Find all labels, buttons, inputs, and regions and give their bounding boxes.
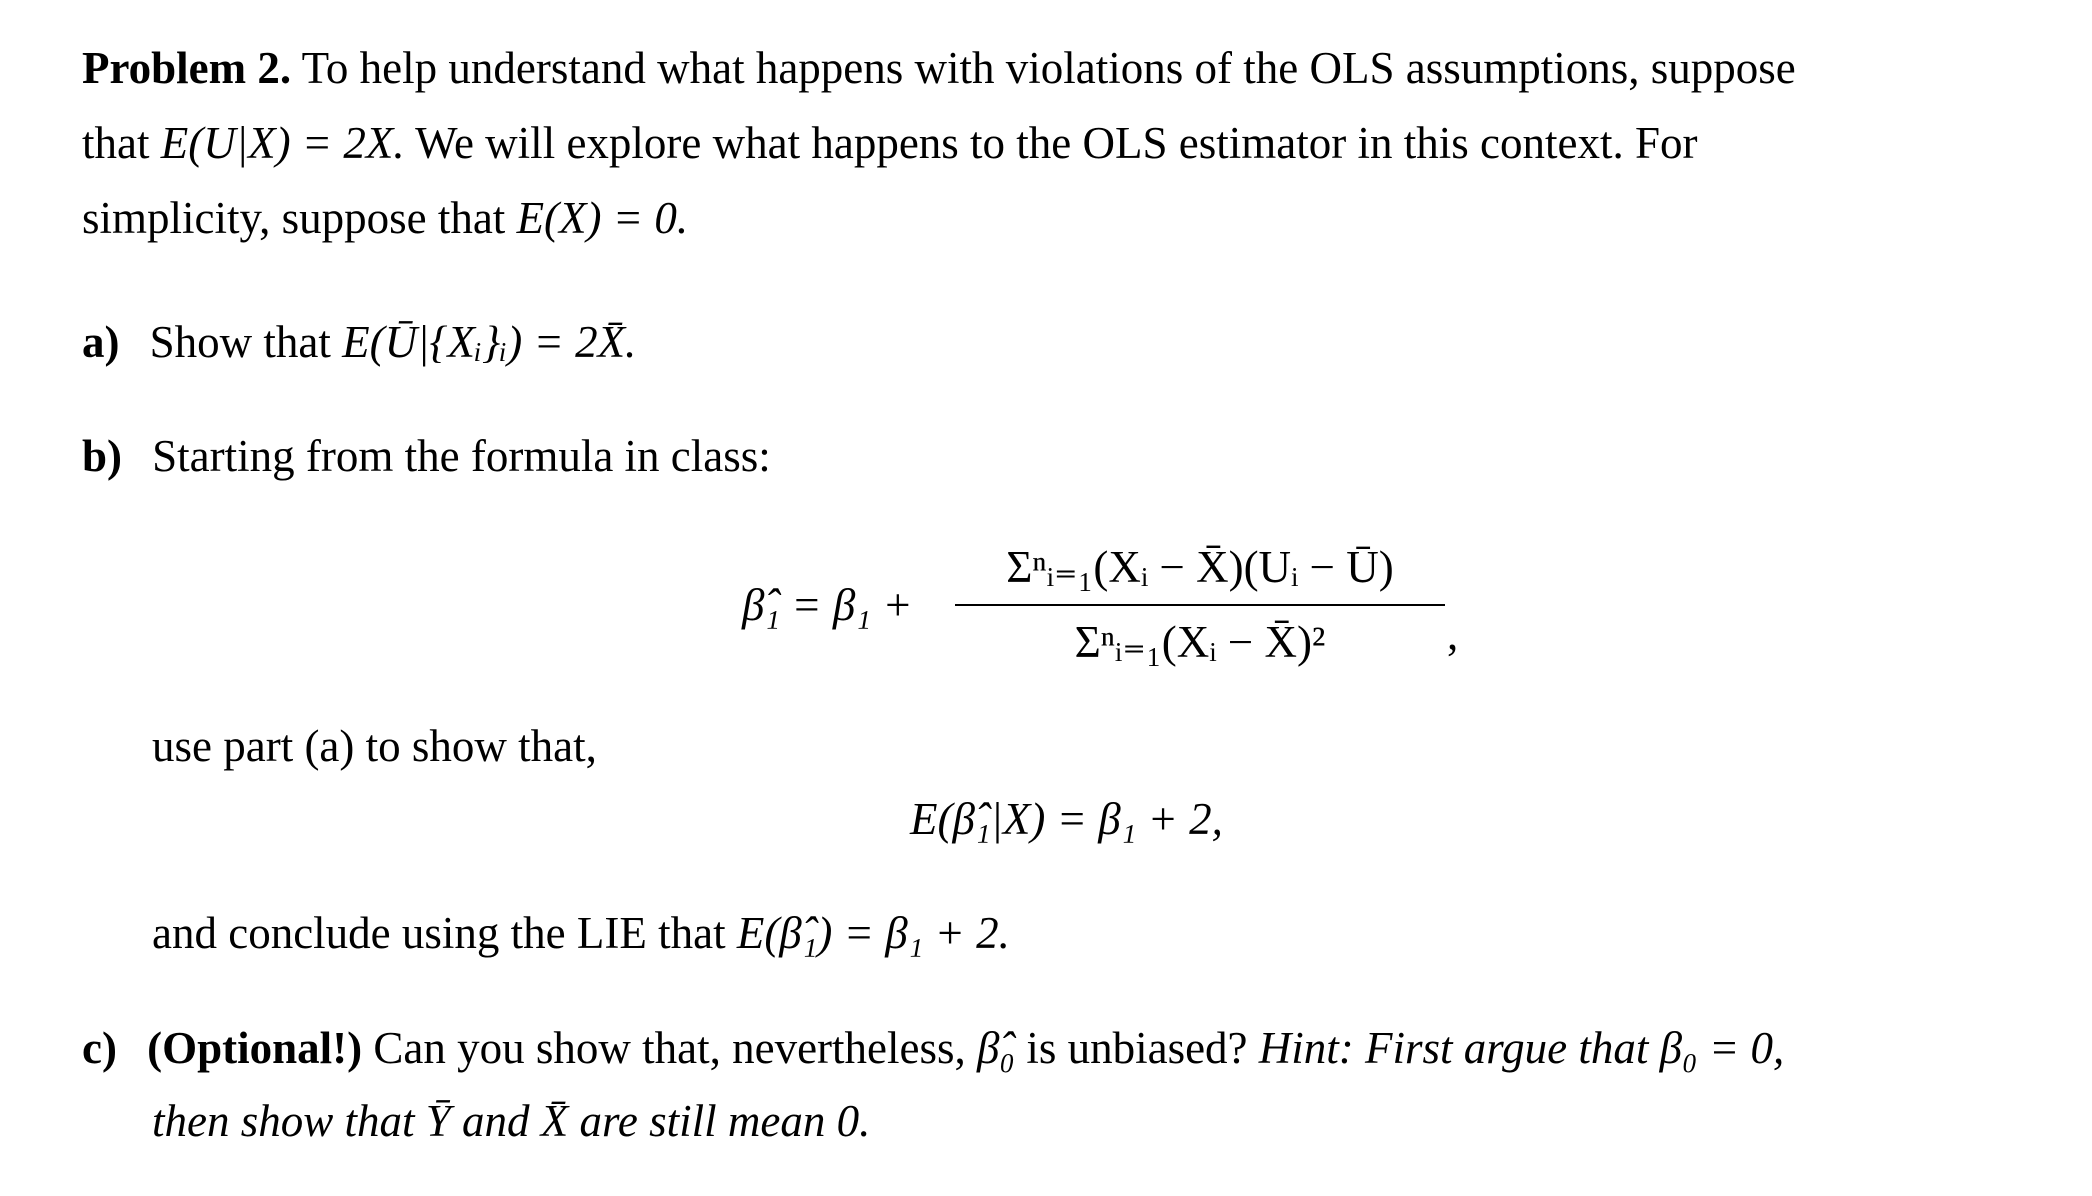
beta0-hat: β̂₀ <box>977 1023 1016 1073</box>
part-b-use-text: use part (a) to show that, <box>152 721 597 771</box>
hint-equation: β₀ = 0, <box>1659 1023 1785 1073</box>
conditional-expectation-result: E(β̂₁|X) = β₁ + 2, <box>910 794 1223 844</box>
optional-label: (Optional!) <box>147 1023 363 1073</box>
problem-intro-line3: simplicity, suppose that E(X) = 0. <box>82 193 689 243</box>
part-a-label: a) <box>82 317 120 367</box>
problem-heading: Problem 2. <box>82 43 292 93</box>
problem-intro-line1 <box>82 43 1796 93</box>
part-b-conclusion: and conclude using the LIE that E(β̂₁) = β₁ + 2. <box>152 908 1010 958</box>
part-b-intro: b) Starting from the formula in class: <box>82 431 771 481</box>
fraction-bar <box>955 604 1445 606</box>
mean-zero-equation: E(X) = 0. <box>516 193 689 243</box>
part-b-label: b) <box>82 431 123 481</box>
formula-denominator: Σⁿᵢ₌₁(Xᵢ − X̄)² <box>1074 617 1326 667</box>
part-c-line1: c) (Optional!) Can you show that, nevertheless, β̂₀ is unbiased? Hint: First argue that β₀ = 0, <box>82 1023 1785 1073</box>
ols-formula-fraction <box>955 540 1445 670</box>
part-a-equation: E(Ū|{Xᵢ}ᵢ) = 2X̄. <box>342 317 637 367</box>
part-a: a) Show that E(Ū|{Xᵢ}ᵢ) = 2X̄. <box>82 317 637 367</box>
problem-intro-line2: that E(U|X) = 2X. We will explore what happens to the OLS estimator in this context. For <box>82 118 1698 168</box>
ols-formula-lhs: β̂₁ = β₁ + <box>742 580 913 630</box>
intro-equation: E(U|X) = 2X. <box>160 118 405 168</box>
part-c-line2: then show that Ȳ and X̄ are still mean 0. <box>152 1096 871 1146</box>
formula-numerator: Σⁿᵢ₌₁(Xᵢ − X̄)(Uᵢ − Ū) <box>1006 542 1394 592</box>
part-c-label: c) <box>82 1023 117 1073</box>
formula-comma: , <box>1447 609 1459 659</box>
hint-text: Hint: First argue that <box>1258 1023 1649 1073</box>
lie-equation: E(β̂₁) = β₁ + 2. <box>736 908 1010 958</box>
intro-text-line1: To help understand what happens with violations of the OLS assumptions, suppose <box>301 43 1796 93</box>
